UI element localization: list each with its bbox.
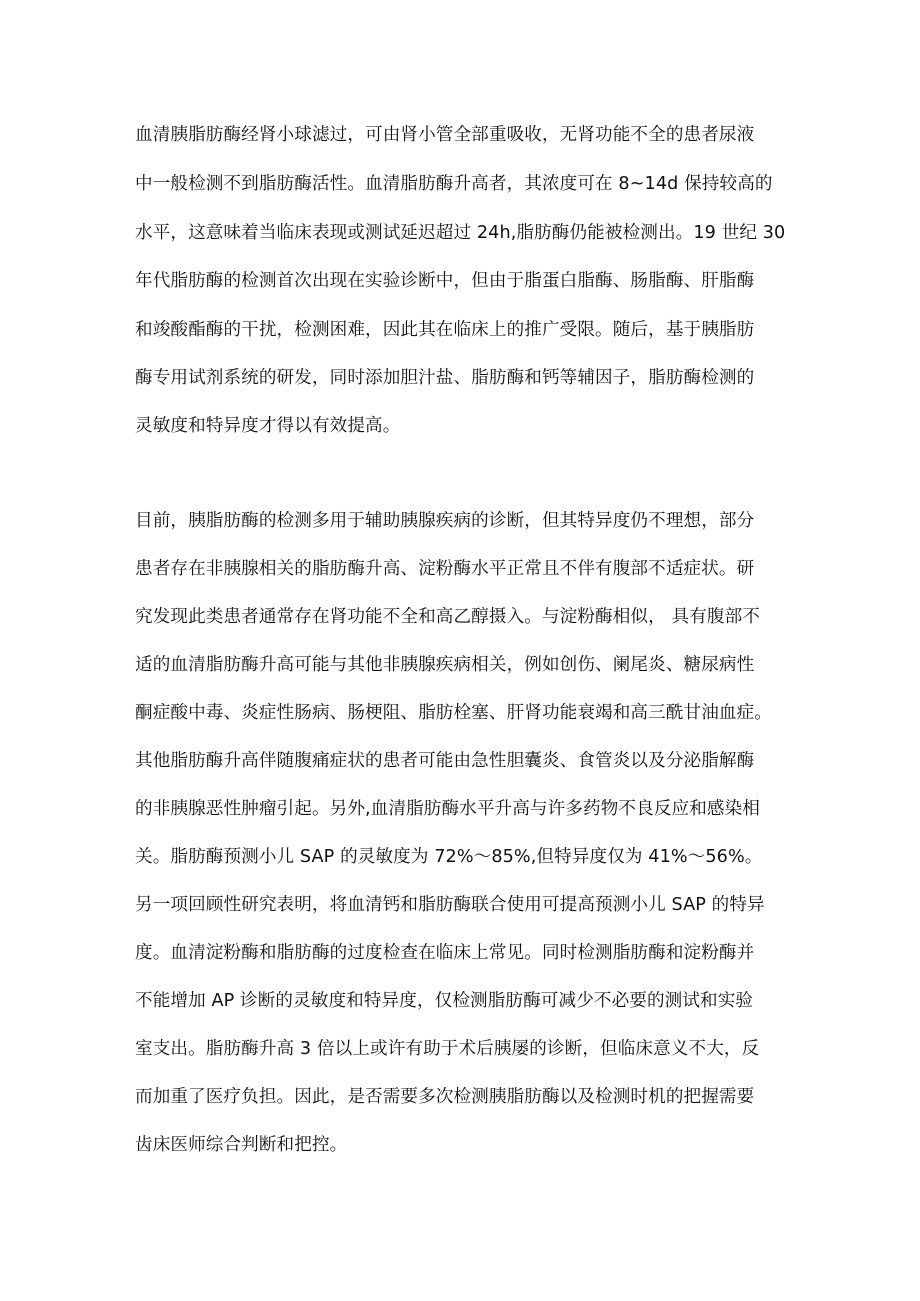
paragraph-line: 灵敏度和特异度才得以有效提高。 (135, 416, 401, 436)
paragraph-line: 室支出。脂肪酶升高 3 倍以上或许有助于术后胰屡的诊断，但临床意义不大，反 (135, 1039, 760, 1059)
paragraph-line: 齿床医师综合判断和把控。 (135, 1135, 348, 1155)
paragraph-line: 关。脂肪酶预测小儿 SAP 的灵敏度为 72%～85%,但特异度仅为 41%～56%。 (135, 847, 763, 867)
paragraph-line: 酶专用试剂系统的研发，同时添加胆汁盐、脂肪酶和钙等辅因子，脂肪酶检测的 (135, 368, 755, 388)
paragraph-line: 血清胰脂肪酶经肾小球滤过，可由肾小管全部重吸收，无肾功能不全的患者尿液 (135, 125, 755, 145)
paragraph-line: 另一项回顾性研究表明，将血清钙和脂肪酶联合使用可提高预测小儿 SAP 的特异 (135, 895, 765, 915)
paragraph-line: 而加重了医疗负担。因此，是否需要多次检测胰脂肪酶以及检测时机的把握需要 (135, 1087, 755, 1107)
paragraph-line: 年代脂肪酶的检测首次出现在实验诊断中，但由于脂蛋白脂酶、肠脂酶、肝脂酶 (135, 271, 755, 291)
paragraph-line: 酮症酸中毒、炎症性肠病、肠梗阻、脂肪栓塞、肝肾功能衰竭和高三酰甘油血症。 (135, 703, 772, 723)
paragraph-line: 目前，胰脂肪酶的检测多用于辅助胰腺疾病的诊断，但其特异度仍不理想，部分 (135, 511, 755, 531)
paragraph-line: 度。血清淀粉酶和脂肪酶的过度检查在临床上常见。同时检测脂肪酶和淀粉酶并 (135, 943, 755, 963)
paragraph-line: 患者存在非胰腺相关的脂肪酶升高、淀粉酶水平正常且不伴有腹部不适症状。研 (135, 559, 755, 579)
paragraph-line: 其他脂肪酶升高伴随腹痛症状的患者可能由急性胆囊炎、食管炎以及分泌脂解酶 (135, 751, 755, 771)
paragraph-line: 适的血清脂肪酶升高可能与其他非胰腺疾病相关，例如创伤、阑尾炎、糖尿病性 (135, 655, 755, 675)
paragraph-line: 究发现此类患者通常存在肾功能不全和高乙醇摄入。与淀粉酶相似， 具有腹部不 (135, 607, 760, 627)
paragraph-line: 水平，这意味着当临床表现或测试延迟超过 24h,脂肪酶仍能被检测出。19 世纪 30 (135, 223, 786, 243)
paragraph-line: 和竣酸酯酶的干扰，检测困难，因此其在临床上的推广受限。随后，基于胰脂肪 (135, 320, 755, 340)
paragraph-line: 中一般检测不到脂肪酶活性。血清脂肪酶升高者，其浓度可在 8~14d 保持较高的 (135, 174, 773, 194)
paragraph-line: 的非胰腺恶性肿瘤引起。另外,血清脂肪酶水平升高与许多药物不良反应和感染相 (135, 799, 760, 819)
paragraph-line: 不能增加 AP 诊断的灵敏度和特异度，仅检测脂肪酶可减少不必要的测试和实验 (135, 991, 754, 1011)
